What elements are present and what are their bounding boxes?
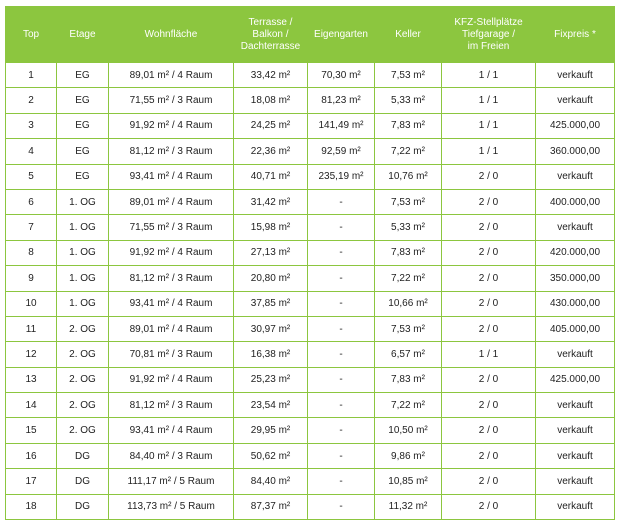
cell-keller: 6,57 m² — [375, 342, 442, 367]
table-row — [6, 63, 615, 88]
cell-eigengarten: 81,23 m² — [308, 88, 375, 113]
cell-terrasse: 27,13 m² — [234, 240, 308, 265]
cell-eigengarten: - — [308, 367, 375, 392]
cell-wohnflaeche: 93,41 m² / 4 Raum — [109, 418, 234, 443]
header-fixpreis: Fixpreis * — [536, 7, 615, 63]
header-row — [6, 7, 615, 63]
cell-stellplaetze: 1 / 1 — [442, 342, 536, 367]
cell-stellplaetze: 2 / 0 — [442, 443, 536, 468]
cell-keller: 7,22 m² — [375, 139, 442, 164]
header-keller: Keller — [375, 7, 442, 63]
cell-stellplaetze: 2 / 0 — [442, 393, 536, 418]
cell-fixpreis: verkauft — [536, 215, 615, 240]
cell-eigengarten: 235,19 m² — [308, 164, 375, 189]
cell-keller: 7,53 m² — [375, 63, 442, 88]
cell-eigengarten: - — [308, 443, 375, 468]
table-row — [6, 215, 615, 240]
cell-fixpreis: verkauft — [536, 443, 615, 468]
cell-eigengarten: - — [308, 418, 375, 443]
table-row — [6, 393, 615, 418]
cell-etage: DG — [57, 494, 109, 519]
cell-keller: 10,66 m² — [375, 291, 442, 316]
cell-fixpreis: verkauft — [536, 88, 615, 113]
cell-wohnflaeche: 113,73 m² / 5 Raum — [109, 494, 234, 519]
cell-fixpreis: 350.000,00 — [536, 266, 615, 291]
cell-terrasse: 20,80 m² — [234, 266, 308, 291]
cell-keller: 7,83 m² — [375, 367, 442, 392]
cell-fixpreis: 430.000,00 — [536, 291, 615, 316]
cell-stellplaetze: 2 / 0 — [442, 418, 536, 443]
cell-etage: EG — [57, 88, 109, 113]
header-terrasse: Terrasse / Balkon / Dachterrasse — [234, 7, 308, 63]
cell-keller: 7,22 m² — [375, 393, 442, 418]
cell-eigengarten: 70,30 m² — [308, 63, 375, 88]
cell-etage: EG — [57, 164, 109, 189]
cell-terrasse: 18,08 m² — [234, 88, 308, 113]
cell-terrasse: 37,85 m² — [234, 291, 308, 316]
table-row — [6, 113, 615, 138]
cell-top: 7 — [6, 215, 57, 240]
apartment-price-table — [5, 6, 615, 520]
apartment-table-container — [5, 6, 614, 520]
cell-top: 5 — [6, 164, 57, 189]
table-row — [6, 316, 615, 341]
cell-wohnflaeche: 91,92 m² / 4 Raum — [109, 367, 234, 392]
cell-fixpreis: verkauft — [536, 418, 615, 443]
table-row — [6, 266, 615, 291]
cell-top: 18 — [6, 494, 57, 519]
cell-wohnflaeche: 89,01 m² / 4 Raum — [109, 63, 234, 88]
cell-keller: 7,83 m² — [375, 240, 442, 265]
cell-etage: 2. OG — [57, 367, 109, 392]
cell-fixpreis: verkauft — [536, 63, 615, 88]
cell-etage: 2. OG — [57, 418, 109, 443]
cell-top: 4 — [6, 139, 57, 164]
cell-eigengarten: - — [308, 469, 375, 494]
cell-eigengarten: - — [308, 316, 375, 341]
cell-stellplaetze: 2 / 0 — [442, 494, 536, 519]
cell-top: 6 — [6, 189, 57, 214]
cell-top: 11 — [6, 316, 57, 341]
cell-etage: 1. OG — [57, 189, 109, 214]
cell-etage: 2. OG — [57, 342, 109, 367]
cell-wohnflaeche: 81,12 m² / 3 Raum — [109, 393, 234, 418]
cell-wohnflaeche: 93,41 m² / 4 Raum — [109, 291, 234, 316]
cell-wohnflaeche: 111,17 m² / 5 Raum — [109, 469, 234, 494]
table-row — [6, 494, 615, 519]
cell-terrasse: 15,98 m² — [234, 215, 308, 240]
table-row — [6, 469, 615, 494]
cell-etage: 1. OG — [57, 240, 109, 265]
cell-terrasse: 30,97 m² — [234, 316, 308, 341]
cell-etage: EG — [57, 139, 109, 164]
table-row — [6, 291, 615, 316]
cell-top: 15 — [6, 418, 57, 443]
cell-etage: EG — [57, 63, 109, 88]
table-row — [6, 189, 615, 214]
cell-wohnflaeche: 71,55 m² / 3 Raum — [109, 88, 234, 113]
cell-keller: 7,22 m² — [375, 266, 442, 291]
cell-terrasse: 84,40 m² — [234, 469, 308, 494]
cell-eigengarten: - — [308, 215, 375, 240]
cell-top: 8 — [6, 240, 57, 265]
cell-etage: DG — [57, 443, 109, 468]
cell-keller: 7,53 m² — [375, 189, 442, 214]
cell-wohnflaeche: 84,40 m² / 3 Raum — [109, 443, 234, 468]
cell-top: 9 — [6, 266, 57, 291]
cell-terrasse: 24,25 m² — [234, 113, 308, 138]
cell-eigengarten: - — [308, 494, 375, 519]
cell-stellplaetze: 1 / 1 — [442, 63, 536, 88]
cell-wohnflaeche: 91,92 m² / 4 Raum — [109, 240, 234, 265]
cell-eigengarten: - — [308, 189, 375, 214]
header-eigengarten: Eigengarten — [308, 7, 375, 63]
cell-fixpreis: 405.000,00 — [536, 316, 615, 341]
table-row — [6, 418, 615, 443]
cell-stellplaetze: 2 / 0 — [442, 266, 536, 291]
cell-eigengarten: 141,49 m² — [308, 113, 375, 138]
cell-terrasse: 87,37 m² — [234, 494, 308, 519]
cell-fixpreis: 360.000,00 — [536, 139, 615, 164]
cell-etage: 1. OG — [57, 215, 109, 240]
cell-stellplaetze: 2 / 0 — [442, 164, 536, 189]
cell-etage: 1. OG — [57, 266, 109, 291]
cell-fixpreis: verkauft — [536, 494, 615, 519]
cell-etage: 2. OG — [57, 316, 109, 341]
cell-stellplaetze: 2 / 0 — [442, 189, 536, 214]
cell-keller: 5,33 m² — [375, 215, 442, 240]
cell-fixpreis: verkauft — [536, 342, 615, 367]
cell-keller: 9,86 m² — [375, 443, 442, 468]
cell-stellplaetze: 2 / 0 — [442, 469, 536, 494]
cell-fixpreis: 425.000,00 — [536, 113, 615, 138]
table-body — [6, 63, 615, 520]
cell-terrasse: 33,42 m² — [234, 63, 308, 88]
cell-stellplaetze: 1 / 1 — [442, 88, 536, 113]
cell-keller: 10,76 m² — [375, 164, 442, 189]
cell-top: 12 — [6, 342, 57, 367]
cell-keller: 11,32 m² — [375, 494, 442, 519]
cell-eigengarten: - — [308, 240, 375, 265]
table-row — [6, 443, 615, 468]
cell-keller: 10,50 m² — [375, 418, 442, 443]
cell-stellplaetze: 2 / 0 — [442, 316, 536, 341]
table-row — [6, 240, 615, 265]
cell-wohnflaeche: 81,12 m² / 3 Raum — [109, 266, 234, 291]
cell-wohnflaeche: 89,01 m² / 4 Raum — [109, 316, 234, 341]
cell-wohnflaeche: 81,12 m² / 3 Raum — [109, 139, 234, 164]
table-row — [6, 88, 615, 113]
cell-stellplaetze: 2 / 0 — [442, 215, 536, 240]
table-row — [6, 139, 615, 164]
cell-terrasse: 31,42 m² — [234, 189, 308, 214]
cell-top: 13 — [6, 367, 57, 392]
cell-terrasse: 16,38 m² — [234, 342, 308, 367]
cell-top: 1 — [6, 63, 57, 88]
cell-stellplaetze: 2 / 0 — [442, 291, 536, 316]
header-stellplaetze: KFZ-Stellplätze Tiefgarage / im Freien — [442, 7, 536, 63]
cell-terrasse: 25,23 m² — [234, 367, 308, 392]
cell-wohnflaeche: 93,41 m² / 4 Raum — [109, 164, 234, 189]
cell-top: 2 — [6, 88, 57, 113]
cell-fixpreis: 420.000,00 — [536, 240, 615, 265]
table-row — [6, 342, 615, 367]
cell-fixpreis: 425.000,00 — [536, 367, 615, 392]
cell-etage: DG — [57, 469, 109, 494]
header-etage: Etage — [57, 7, 109, 63]
cell-terrasse: 23,54 m² — [234, 393, 308, 418]
cell-eigengarten: 92,59 m² — [308, 139, 375, 164]
cell-keller: 5,33 m² — [375, 88, 442, 113]
cell-stellplaetze: 2 / 0 — [442, 367, 536, 392]
table-header — [6, 7, 615, 63]
cell-wohnflaeche: 91,92 m² / 4 Raum — [109, 113, 234, 138]
cell-top: 3 — [6, 113, 57, 138]
header-top: Top — [6, 7, 57, 63]
cell-terrasse: 22,36 m² — [234, 139, 308, 164]
cell-wohnflaeche: 89,01 m² / 4 Raum — [109, 189, 234, 214]
cell-stellplaetze: 1 / 1 — [442, 113, 536, 138]
cell-eigengarten: - — [308, 291, 375, 316]
cell-wohnflaeche: 70,81 m² / 3 Raum — [109, 342, 234, 367]
table-row — [6, 367, 615, 392]
cell-fixpreis: verkauft — [536, 393, 615, 418]
cell-top: 17 — [6, 469, 57, 494]
cell-etage: 1. OG — [57, 291, 109, 316]
cell-stellplaetze: 1 / 1 — [442, 139, 536, 164]
cell-terrasse: 29,95 m² — [234, 418, 308, 443]
cell-eigengarten: - — [308, 342, 375, 367]
cell-keller: 10,85 m² — [375, 469, 442, 494]
cell-stellplaetze: 2 / 0 — [442, 240, 536, 265]
cell-terrasse: 50,62 m² — [234, 443, 308, 468]
cell-fixpreis: 400.000,00 — [536, 189, 615, 214]
table-row — [6, 164, 615, 189]
cell-eigengarten: - — [308, 266, 375, 291]
cell-wohnflaeche: 71,55 m² / 3 Raum — [109, 215, 234, 240]
cell-keller: 7,83 m² — [375, 113, 442, 138]
cell-fixpreis: verkauft — [536, 469, 615, 494]
cell-etage: EG — [57, 113, 109, 138]
cell-top: 14 — [6, 393, 57, 418]
cell-fixpreis: verkauft — [536, 164, 615, 189]
header-wohnflaeche: Wohnfläche — [109, 7, 234, 63]
cell-top: 16 — [6, 443, 57, 468]
cell-top: 10 — [6, 291, 57, 316]
cell-etage: 2. OG — [57, 393, 109, 418]
cell-keller: 7,53 m² — [375, 316, 442, 341]
cell-terrasse: 40,71 m² — [234, 164, 308, 189]
cell-eigengarten: - — [308, 393, 375, 418]
